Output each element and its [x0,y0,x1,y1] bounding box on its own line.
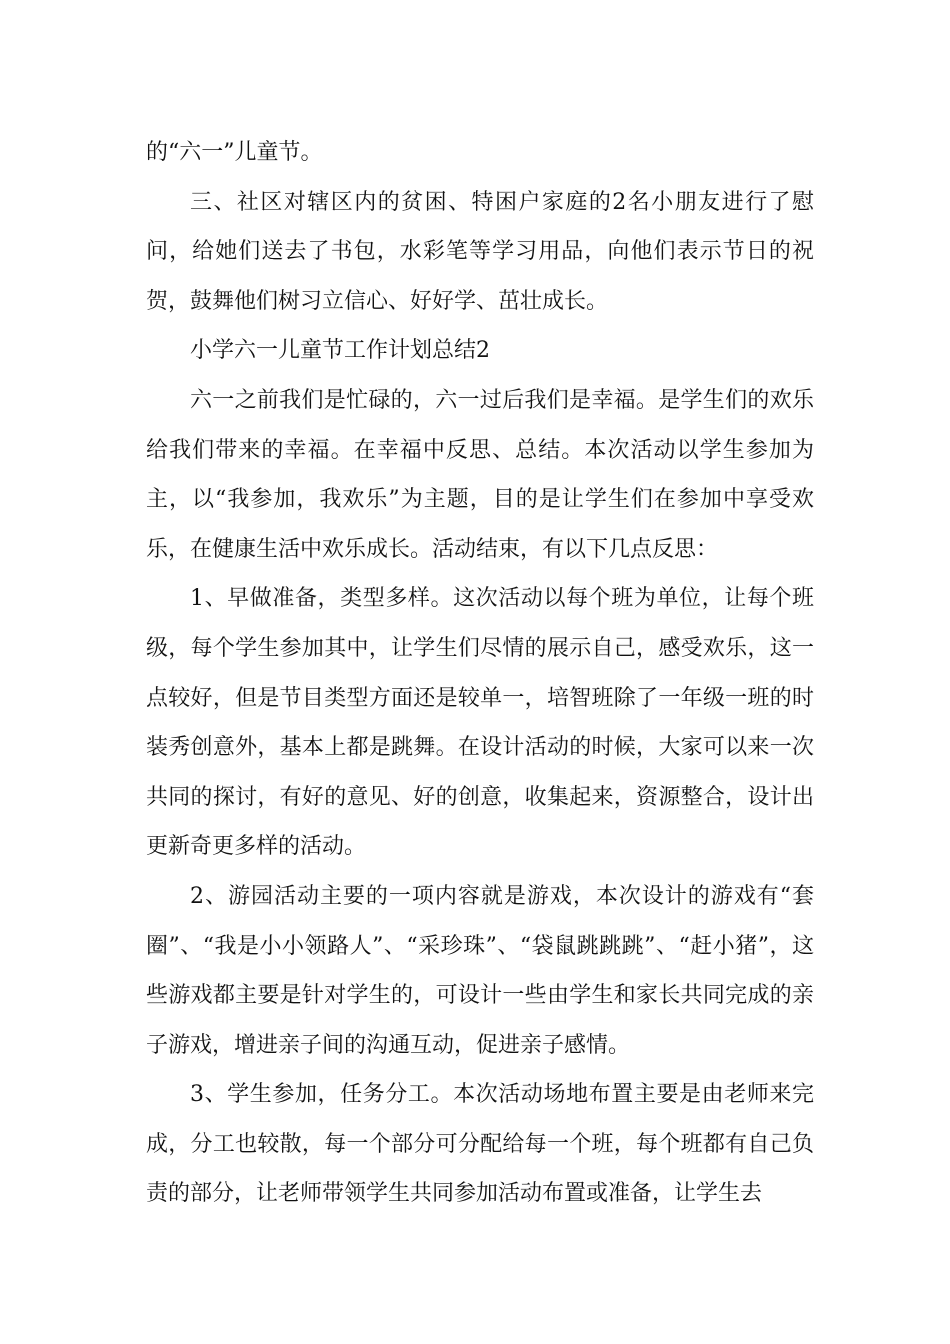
paragraph-reflection-3: 3、学生参加，任务分工。本次活动场地布置主要是由老师来完成，分工也较散，每一个部分可分配给每一个班，每个班都有自己负责的部分，让老师带领学生共同参加活动布置或准备，让学生去 [146,1082,814,1207]
paragraph-reflection-1: 1、早做准备，类型多样。这次活动以每个班为单位，让每个班级，每个学生参加其中，让学生们尽情的展示自己，感受欢乐，这一点较好，但是节目类型方面还是较单一，培智班除了一年级一班的时装秀创意外，基本上都是跳舞。在设计活动的时候，大家可以来一次共同的探讨，有好的意见、好的创意，收集起来，资源整合，设计出更新奇更多样的活动。 [146,586,814,860]
section-heading: 小学六一儿童节工作计划总结2 [190,338,490,364]
paragraph-community-visit: 三、社区对辖区内的贫困、特困户家庭的2名小朋友进行了慰问，给她们送去了书包，水彩笔等学习用品，向他们表示节日的祝贺，鼓舞他们树习立信心、好好学、茁壮成长。 [146,189,814,314]
paragraph-intro: 六一之前我们是忙碌的，六一过后我们是幸福。是学生们的欢乐给我们带来的幸福。在幸福中反思、总结。本次活动以学生参加为主，以“我参加，我欢乐”为主题，目的是让学生们在参加中享受欢乐，在健康生活中欢乐成长。活动结束，有以下几点反思： [146,387,814,562]
document-body [146,128,814,1219]
paragraph-reflection-2: 2、游园活动主要的一项内容就是游戏，本次设计的游戏有“套圈”、“我是小小领路人”、“采珍珠”、“袋鼠跳跳跳”、“赶小猪”，这些游戏都主要是针对学生的，可设计一些由学生和家长共同完成的亲子游戏，增进亲子间的沟通互动，促进亲子感情。 [146,883,814,1058]
paragraph-continuation: 的“六一”儿童节。 [146,140,323,165]
